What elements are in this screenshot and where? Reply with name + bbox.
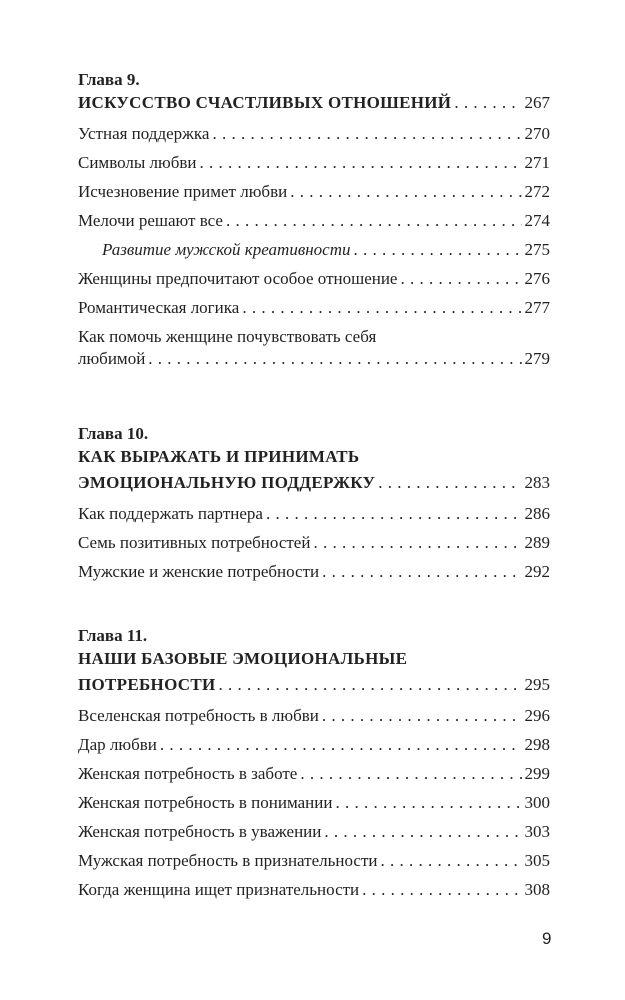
entry-title: Устная поддержка [78, 124, 210, 143]
entry-title: Женская потребность в понимании [78, 793, 333, 812]
leader-dots [300, 763, 521, 785]
entry-title: Женская потребность в заботе [78, 764, 298, 783]
toc-entry[interactable] [78, 705, 550, 727]
entry-title: Как поддержать партнера [78, 504, 263, 523]
entry-title: Дар любви [78, 735, 157, 754]
page-ref: 299 [524, 764, 550, 783]
entry-title: Вселенская потребность в любви [78, 706, 319, 725]
page-ref: 279 [524, 349, 550, 368]
page-number: 9 [542, 929, 552, 948]
entry-title: Романтическая логика [78, 298, 240, 317]
leader-dots [200, 152, 522, 174]
toc-subentry[interactable] [78, 239, 550, 261]
toc-entry[interactable] [78, 297, 550, 319]
entry-title: Мужская потребность в признательности [78, 851, 378, 870]
entry-title: Мужские и женские потребности [78, 562, 320, 581]
leader-dots [335, 792, 521, 814]
toc-entry[interactable] [78, 821, 550, 843]
page-ref: 292 [524, 562, 550, 581]
page-ref: 272 [524, 182, 550, 201]
leader-dots [219, 672, 522, 698]
leader-dots [242, 297, 521, 319]
leader-dots [266, 503, 522, 525]
chapter-title-row[interactable] [78, 672, 550, 698]
toc-entry[interactable] [78, 532, 550, 554]
page-ref: 271 [524, 153, 550, 172]
chapter-title-line: НАШИ БАЗОВЫЕ ЭМОЦИОНАЛЬНЫЕ [78, 649, 408, 668]
chapter-label: Глава 9. [78, 70, 140, 89]
leader-dots [353, 239, 521, 261]
page-ref: 300 [524, 793, 550, 812]
toc-entry[interactable] [78, 210, 550, 232]
leader-dots [322, 561, 521, 583]
page-ref: 296 [524, 706, 550, 725]
page-ref: 270 [524, 124, 550, 143]
toc-entry[interactable] [78, 734, 550, 756]
entry-title: любимой [78, 349, 146, 368]
page-ref: 289 [524, 533, 550, 552]
page-ref: 267 [524, 93, 550, 112]
leader-dots [362, 879, 521, 901]
entry-title: Исчезновение примет любви [78, 182, 288, 201]
page-ref: 275 [524, 240, 550, 259]
toc-entry[interactable] [78, 326, 550, 370]
page-ref: 274 [524, 211, 550, 230]
chapter-label: Глава 10. [78, 424, 149, 443]
entry-title: Женская потребность в уважении [78, 822, 322, 841]
page-ref: 305 [524, 851, 550, 870]
chapter-title: ИСКУССТВО СЧАСТЛИВЫХ ОТНОШЕНИЙ [78, 93, 452, 112]
page-ref: 277 [524, 298, 550, 317]
chapter-title-row[interactable] [78, 90, 550, 116]
leader-dots [313, 532, 521, 554]
chapter-title-line: КАК ВЫРАЖАТЬ И ПРИНИМАТЬ [78, 447, 360, 466]
leader-dots [454, 90, 521, 116]
leader-dots [290, 181, 521, 203]
leader-dots [322, 705, 522, 727]
leader-dots [226, 210, 522, 232]
toc-entry[interactable] [78, 561, 550, 583]
toc-entry[interactable] [78, 763, 550, 785]
entry-title-line: Как помочь женщине почувствовать себя [78, 327, 377, 346]
entry-title: Символы любви [78, 153, 197, 172]
toc-entry[interactable] [78, 181, 550, 203]
chapter-label: Глава 11. [78, 626, 148, 645]
entry-title: Мелочи решают все [78, 211, 223, 230]
leader-dots [148, 348, 521, 370]
page-ref: 303 [524, 822, 550, 841]
page-ref: 283 [524, 473, 550, 492]
leader-dots [378, 470, 521, 496]
page-ref: 298 [524, 735, 550, 754]
toc-entry[interactable] [78, 152, 550, 174]
page-ref: 295 [524, 675, 550, 694]
toc-entry[interactable] [78, 503, 550, 525]
page-ref: 276 [524, 269, 550, 288]
chapter-title: ПОТРЕБНОСТИ [78, 675, 216, 694]
leader-dots [212, 123, 521, 145]
leader-dots [380, 850, 521, 872]
entry-title: Женщины предпочитают особое отношение [78, 269, 398, 288]
chapter-9 [78, 70, 550, 370]
page-ref: 308 [524, 880, 550, 899]
page-ref: 286 [524, 504, 550, 523]
chapter-11 [78, 626, 550, 901]
leader-dots [324, 821, 521, 843]
toc-entry[interactable] [78, 879, 550, 901]
entry-title: Семь позитивных потребностей [78, 533, 311, 552]
chapter-title: ЭМОЦИОНАЛЬНУЮ ПОДДЕРЖКУ [78, 473, 376, 492]
toc-entry[interactable] [78, 268, 550, 290]
toc-entry[interactable] [78, 850, 550, 872]
entry-title: Когда женщина ищет признательности [78, 880, 360, 899]
toc-entry[interactable] [78, 792, 550, 814]
toc-entry[interactable] [78, 123, 550, 145]
chapter-10 [78, 424, 550, 583]
chapter-title-row[interactable] [78, 470, 550, 496]
leader-dots [160, 734, 522, 756]
leader-dots [400, 268, 521, 290]
entry-title: Развитие мужской креативности [102, 240, 351, 259]
